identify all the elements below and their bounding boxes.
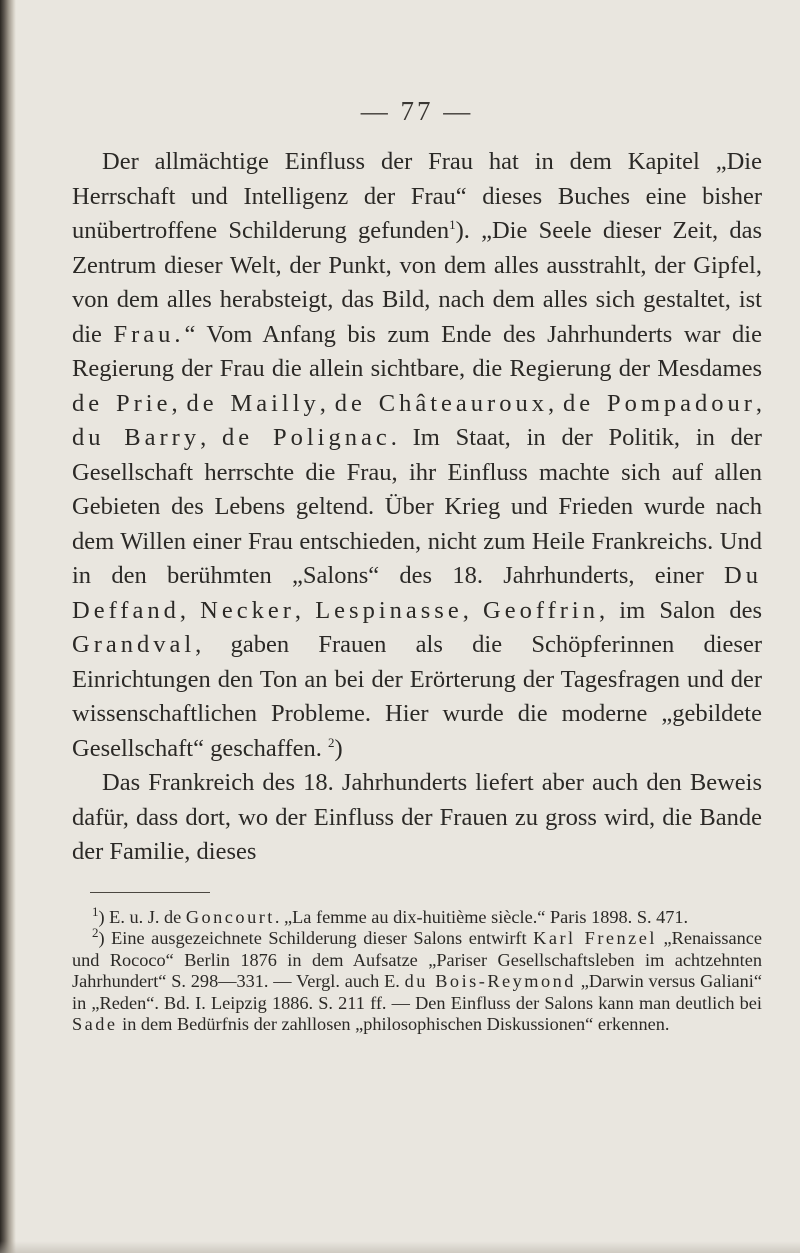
text-run: “ Vom Anfang bis zum Ende des Jahrhunderts war die Regierung der Frau die allein sichtbare, die Regierung der Mesdames bbox=[72, 320, 762, 382]
text-run: ). „Die Seele dieser Zeit, das Zentrum dieser Welt, der Punkt, von dem alles ausstrahlt, der Gipfel, von dem alles herabsteigt, das Bild, nach dem alles sich gestaltet, ist die bbox=[72, 217, 762, 348]
name-lespinasse: Lespinasse bbox=[315, 596, 463, 624]
name-goncourt: Goncourt bbox=[185, 906, 275, 927]
footnote-ref-1: 1 bbox=[449, 216, 456, 232]
paragraph-2 bbox=[72, 766, 762, 870]
name-du-barry: du Barry bbox=[72, 424, 201, 451]
text-run: . Im Staat, in der Politik, in der Gesellschaft herrschte die Frau, ihr Einfluss machte sich auf allen Gebieten des Lebens geltend. Über Krieg und Frieden wurde nach dem Willen einer Frau entschieden, nicht zum Heile Frankreichs. Und in den berühmten „Salons“ des 18. Jahrhunderts, einer bbox=[72, 424, 762, 589]
book-binding-edge bbox=[0, 0, 16, 1253]
name-de-polignac: de Polignac bbox=[222, 424, 391, 451]
name-de-prie: de Prie bbox=[72, 389, 172, 417]
name-de-chateauroux: de Châteauroux bbox=[334, 389, 548, 417]
name-karl-frenzel: Karl Frenzel bbox=[533, 928, 657, 948]
emphasis-frau: Frau. bbox=[113, 320, 185, 348]
text-run: , bbox=[319, 389, 335, 417]
text-run: Das Frankreich des 18. Jahrhunderts liefert aber auch den Beweis dafür, dass dort, wo der Einfluss der Frauen zu gross wird, die Bande der Familie, dieses bbox=[72, 769, 762, 865]
paragraph-1 bbox=[72, 145, 762, 766]
name-de-mailly: de Mailly bbox=[186, 389, 320, 417]
page-shadow bbox=[0, 1241, 800, 1253]
name-grandval: Grandval bbox=[72, 631, 196, 658]
text-run: „Darwin versus Galiani“ in „Reden“. Bd. I. Leipzig 1886. S. 211 ff. — Den Einfluss der Salons kann man deutlich bei bbox=[72, 971, 762, 1013]
text-run: , bbox=[547, 389, 563, 417]
text-run: ) E. u. J. de bbox=[98, 906, 186, 927]
footnotes bbox=[72, 903, 762, 1036]
footnote-1 bbox=[72, 903, 762, 929]
footnote-ref-2: 2 bbox=[328, 734, 335, 750]
text-run: ) Eine ausgezeichnete Schilderung dieser Salons entwirft bbox=[98, 928, 534, 948]
text-run: , bbox=[200, 424, 223, 451]
name-du-deffand: Du Deffand bbox=[72, 562, 762, 624]
name-geoffrin: Geoffrin bbox=[483, 596, 599, 624]
footnote-2 bbox=[72, 924, 762, 1036]
book-page bbox=[72, 96, 762, 1036]
main-text bbox=[72, 145, 762, 870]
text-run: . „La femme au dix-huitième siècle.“ Paris 1898. S. 471. bbox=[274, 906, 689, 927]
text-run: , bbox=[462, 596, 484, 624]
text-run: , bbox=[755, 389, 763, 417]
name-du-bois-reymond: du Bois-Reymond bbox=[404, 971, 576, 991]
text-run: , im Salon des bbox=[598, 596, 763, 624]
name-de-pompadour: de Pompadour bbox=[562, 389, 756, 417]
page-number: — 77 — bbox=[360, 96, 474, 126]
footnote-marker-2: 2 bbox=[92, 924, 99, 940]
text-run: ) bbox=[334, 734, 343, 762]
text-run: in dem Bedürfnis der zahllosen „philosophischen Diskussionen“ erkennen. bbox=[117, 1014, 670, 1034]
text-run: , bbox=[171, 389, 187, 417]
text-run: , bbox=[294, 596, 316, 624]
name-necker: Necker bbox=[200, 596, 295, 624]
footnote-marker-1: 1 bbox=[92, 903, 99, 919]
text-run: „Renaissance und Rococo“ Berlin 1876 in dem Aufsatze „Pariser Gesellschaftsleben im achtzehnten Jahrhundert“ S. 298—331. — Vergl. auch E. bbox=[72, 928, 762, 991]
text-run: , bbox=[179, 596, 201, 624]
name-sade: Sade bbox=[72, 1014, 118, 1034]
footnote-divider bbox=[90, 892, 210, 893]
text-run: , gaben Frauen als die Schöpferinnen dieser Einrichtungen den Ton an bei der Erörterung der Tagesfragen und der wissenschaftlichen Probleme. Hier wurde die moderne „gebildete Gesellschaft“ geschaffen. bbox=[72, 631, 762, 762]
text-run: Der allmächtige Einfluss der Frau hat in dem Kapitel „Die Herrschaft und Intelligenz der Frau“ dieses Buches eine bisher unübertroffene Schilderung gefunden bbox=[72, 148, 762, 244]
